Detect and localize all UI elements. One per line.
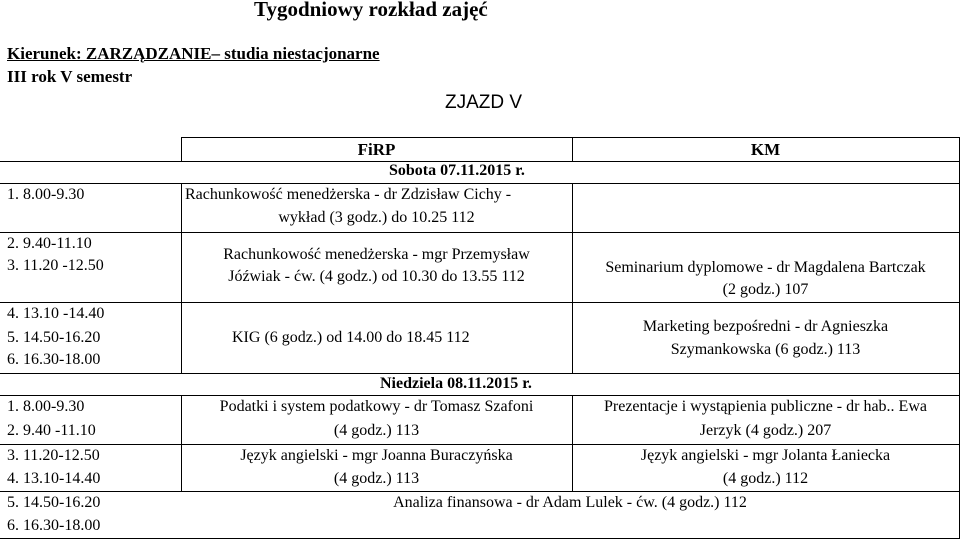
saturday-firp-class-3: KIG (6 godz.) od 14.00 do 18.45 112 [232,329,470,346]
column-header-firp: FiRP [357,140,396,159]
saturday-slot-1: 1. 8.00-9.30 [7,186,85,203]
session-label: ZJAZD V [445,92,523,113]
saturday-km-class-1: Seminarium dyplomowe - dr Magdalena Bartczak [605,259,926,276]
sunday-km-class-2: Język angielski - mgr Jolanta Łaniecka [640,447,891,464]
sunday-slot-3: 3. 11.20-12.50 [7,447,100,464]
sunday-km-class-1-details: Jerzyk (4 godz.) 207 [699,422,832,439]
sunday-joint-class: Analiza finansowa - dr Adam Lulek - ćw. (4 godz.) 112 [393,494,747,511]
saturday-slot-5: 5. 14.50-16.20 [7,329,101,346]
sunday-firp-class-2: Język angielski - mgr Joanna Buraczyńska [240,447,513,464]
sunday-firp-class-2-details: (4 godz.) 113 [333,470,420,487]
saturday-slot-6: 6. 16.30-18.00 [7,351,101,368]
sunday-slot-6: 6. 16.30-18.00 [7,517,101,534]
sunday-km-class-1: Prezentacje i wystąpienia publiczne - dr hab.. Ewa [604,398,927,415]
sunday-km-class-2-details: (4 godz.) 112 [722,470,809,487]
saturday-firp-class-2-details: Jóźwiak - ćw. (4 godz.) od 10.30 do 13.55 112 [228,268,525,285]
sunday-slot-5: 5. 14.50-16.20 [7,494,101,511]
page-title: Tygodniowy rozkład zajęć [254,0,488,21]
saturday-slot-3: 3. 11.20 -12.50 [7,257,104,274]
saturday-firp-class-1: Rachunkowość menedżerska - dr Zdzisław Cichy - [185,186,512,203]
saturday-slot-2: 2. 9.40-11.10 [7,235,92,252]
saturday-firp-class-1-details: wykład (3 godz.) do 10.25 112 [278,209,475,226]
column-header-km: KM [750,140,781,159]
saturday-km-class-2-details: Szymankowska (6 godz.) 113 [670,341,861,358]
sunday-slot-1: 1. 8.00-9.30 [7,398,85,415]
saturday-km-class-1-details: (2 godz.) 107 [722,281,809,298]
sunday-slot-4: 4. 13.10-14.40 [7,470,101,487]
sunday-firp-class-1: Podatki i system podatkowy - dr Tomasz Szafoni [219,398,534,415]
field-of-study: Kierunek: ZARZĄDZANIE– studia niestacjonarne [7,44,380,63]
sunday-firp-class-1-details: (4 godz.) 113 [333,422,420,439]
saturday-km-class-2: Marketing bezpośredni - dr Agnieszka [642,318,889,335]
sunday-slot-2: 2. 9.40 -11.10 [7,422,96,439]
saturday-firp-class-2: Rachunkowość menedżerska - mgr Przemysław [223,246,530,263]
sunday-heading: Niedziela 08.11.2015 r. [380,375,532,392]
saturday-heading: Sobota 07.11.2015 r. [389,162,525,179]
saturday-slot-4: 4. 13.10 -14.40 [7,305,105,322]
year-semester: III rok V semestr [7,67,133,86]
